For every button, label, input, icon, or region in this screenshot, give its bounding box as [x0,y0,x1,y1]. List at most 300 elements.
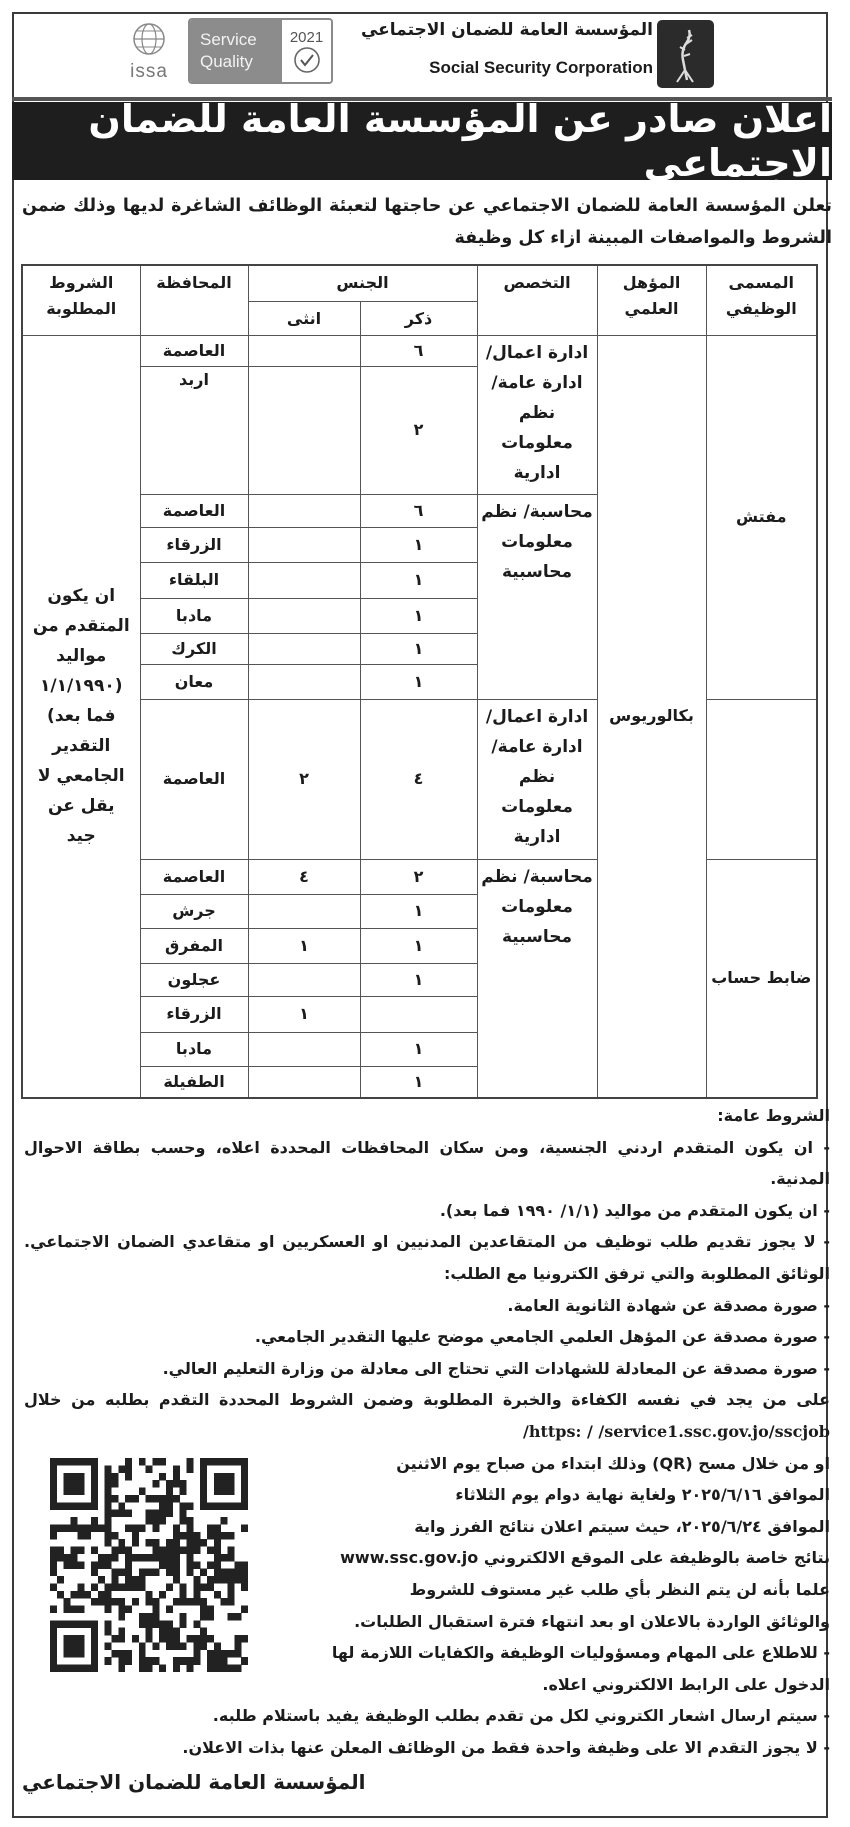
female-count [248,562,360,598]
qr-module [234,1650,241,1658]
qr-module [166,1561,173,1569]
governorate-cell: الزرقاء [140,527,248,562]
qr-module [77,1665,84,1672]
qr-module [132,1576,139,1584]
qr-module [221,1480,228,1488]
qr-module [214,1569,221,1577]
qr-module [166,1635,173,1643]
qr-module [166,1480,173,1488]
qr-module [125,1576,132,1584]
intro-line: تعلن المؤسسة العامة للضمان الاجتماعي عن حاجتها لتعبئة الوظائف الشاغرة لديها وذلك ضمن [22,196,832,216]
qr-module [193,1635,200,1643]
qr-module [228,1488,235,1496]
qr-module [200,1613,207,1621]
qr-module [98,1576,105,1584]
qr-module [50,1569,57,1577]
qr-module [139,1613,146,1621]
qr-module [193,1642,200,1650]
qr-module [118,1606,125,1614]
qr-module [70,1480,77,1488]
condition-line: الشروط عامة: [717,1106,830,1125]
qr-module [152,1480,159,1488]
signature: المؤسسة العامة للضمان الاجتماعي [22,1770,366,1794]
condition-line: الموافق ٢٠٢٥/٦/٢٤، حيث سيتم اعلان نتائج الفرز واية [414,1516,830,1536]
qr-module [105,1606,112,1614]
qr-module [187,1532,194,1540]
header-female: انثى [248,301,360,335]
qr-module [91,1547,98,1555]
qr-module [77,1532,84,1540]
qr-module [173,1524,180,1532]
qr-module [228,1576,235,1584]
qr-module [70,1561,77,1569]
qr-module [91,1642,98,1650]
qr-module [146,1554,153,1562]
title-text: اعلان صادر عن المؤسسة العامة للضمان الاجتماعي [88,97,832,185]
qr-module [180,1591,187,1599]
qr-module [207,1532,214,1540]
qr-module [207,1576,214,1584]
qr-module [228,1598,235,1606]
qr-module [57,1502,64,1510]
qr-module [241,1502,248,1510]
qr-module [187,1539,194,1547]
qr-module [64,1620,71,1628]
qr-module [173,1547,180,1555]
female-count [248,1066,360,1098]
qr-module [159,1473,166,1481]
qr-module [200,1635,207,1643]
job-title-cell: مفتش [706,335,817,699]
qr-module [193,1539,200,1547]
qr-module [64,1665,71,1672]
qr-module [146,1657,153,1665]
qr-module [125,1547,132,1555]
qr-module [139,1569,146,1577]
qr-module [105,1495,112,1503]
intro-line: الشروط والمواصفات المبينة ازاء كل وظيفة [454,228,832,248]
qr-module [234,1576,241,1584]
qr-module [132,1532,139,1540]
qr-module [214,1480,221,1488]
qr-module [152,1613,159,1621]
qr-module [77,1642,84,1650]
qr-module [111,1510,118,1518]
qr-module [91,1657,98,1665]
specialization-cell: ادارة اعمال/ ادارة عامة/نظم معلومات ادارية [477,335,597,494]
qr-module [118,1569,125,1577]
qr-module [200,1628,207,1636]
female-count [248,894,360,928]
qr-module [111,1532,118,1540]
qr-module [228,1650,235,1658]
qr-module [234,1613,241,1621]
qr-module [241,1583,248,1591]
qr-module [207,1635,214,1643]
qr-module [91,1598,98,1606]
qr-module [111,1480,118,1488]
condition-line: نتائج خاصة بالوظيفة على الموقع الالكتروني www.ssc.gov.jo [340,1548,830,1568]
qr-module [91,1495,98,1503]
male-count: ٢ [360,859,477,894]
male-count: ١ [360,598,477,633]
qr-module [111,1598,118,1606]
qr-module [91,1665,98,1672]
qr-module [50,1473,57,1481]
qr-module [159,1554,166,1562]
qr-module [70,1517,77,1525]
qr-module [152,1510,159,1518]
specialization-cell: محاسبة/ نظم معلومات محاسبية [477,859,597,1098]
qr-module [50,1465,57,1473]
qr-module [125,1495,132,1503]
qr-module [228,1569,235,1577]
qr-module [64,1598,71,1606]
qr-module [173,1569,180,1577]
qr-module [70,1554,77,1562]
qr-module [159,1635,166,1643]
qr-module [105,1657,112,1665]
header-job-title: المسمى الوظيفي [706,265,817,335]
qr-code[interactable] [50,1458,248,1672]
qr-module [98,1561,105,1569]
qr-module [214,1576,221,1584]
qr-module [125,1465,132,1473]
qr-module [125,1650,132,1658]
qr-module [241,1495,248,1503]
qr-module [221,1598,228,1606]
qr-module [105,1628,112,1636]
male-count: ١ [360,633,477,664]
qr-module [139,1488,146,1496]
female-count: ١ [248,996,360,1032]
qr-module [200,1598,207,1606]
qr-module [70,1524,77,1532]
qr-module [241,1576,248,1584]
qr-module [193,1650,200,1658]
qr-module [214,1547,221,1555]
qr-module [173,1657,180,1665]
qr-module [91,1517,98,1525]
qr-module [77,1650,84,1658]
female-count [248,598,360,633]
qr-module [159,1620,166,1628]
qr-module [98,1591,105,1599]
qr-module [91,1480,98,1488]
governorate-cell: المفرق [140,928,248,963]
qr-module [118,1650,125,1658]
governorate-cell: البلقاء [140,562,248,598]
male-count: ٦ [360,494,477,527]
qr-module [152,1458,159,1466]
qr-module [84,1620,91,1628]
qr-module [111,1495,118,1503]
qr-module [91,1569,98,1577]
qr-module [228,1480,235,1488]
check-circle-icon [293,46,321,74]
qr-module [146,1517,153,1525]
qr-module [207,1561,214,1569]
qr-module [221,1569,228,1577]
qr-module [91,1488,98,1496]
qr-module [234,1561,241,1569]
governorate-cell: مادبا [140,1032,248,1066]
qr-module [105,1517,112,1525]
qr-module [228,1473,235,1481]
qr-module [118,1583,125,1591]
badge-year: 2021 [289,28,324,46]
male-count: ٤ [360,699,477,859]
qr-module [77,1458,84,1466]
condition-line: - للاطلاع على المهام ومسؤوليات الوظيفة والكفايات اللازمة لها [331,1643,830,1663]
qr-module [214,1532,221,1540]
qr-module [84,1532,91,1540]
header-conditions: الشروط المطلوبة [22,265,140,335]
qr-module [50,1532,57,1540]
qr-module [241,1569,248,1577]
qr-module [118,1665,125,1672]
governorate-cell: العاصمة [140,699,248,859]
qr-module [118,1628,125,1636]
qr-module [50,1488,57,1496]
qr-module [125,1554,132,1562]
qr-module [50,1583,57,1591]
qr-module [200,1465,207,1473]
qr-module [200,1606,207,1614]
qr-module [214,1488,221,1496]
qr-module [241,1561,248,1569]
condition-line: علما بأنه لن يتم النظر بأي طلب غير مستوف للشروط [409,1580,830,1599]
qr-module [173,1598,180,1606]
header-gender: الجنس [248,265,477,301]
qr-module [180,1510,187,1518]
female-count [248,527,360,562]
qr-module [70,1665,77,1672]
qr-module [207,1458,214,1466]
qr-module [77,1583,84,1591]
female-count [248,494,360,527]
qr-module [173,1561,180,1569]
qr-module [152,1547,159,1555]
female-count: ٤ [248,859,360,894]
qr-module [111,1554,118,1562]
qr-module [64,1635,71,1643]
qr-module [57,1458,64,1466]
qr-module [70,1650,77,1658]
qr-module [200,1539,207,1547]
qr-module [228,1502,235,1510]
qr-module [125,1458,132,1466]
qr-module [200,1488,207,1496]
qr-module [132,1495,139,1503]
qr-module [50,1547,57,1555]
qr-module [221,1502,228,1510]
ssc-logo-icon [657,20,714,88]
qr-module [91,1524,98,1532]
qr-module [207,1606,214,1614]
qr-module [146,1495,153,1503]
qr-module [139,1458,146,1466]
qr-module [64,1473,71,1481]
qr-module [180,1502,187,1510]
qr-module [173,1480,180,1488]
badge-line1: Service [200,30,257,49]
qr-module [118,1465,125,1473]
qr-module [105,1583,112,1591]
male-count: ١ [360,1066,477,1098]
qr-module [234,1665,241,1672]
qr-module [187,1554,194,1562]
condition-line: - صورة مصدقة عن شهادة الثانوية العامة. [507,1295,830,1315]
qr-module [193,1547,200,1555]
qr-module [180,1480,187,1488]
qr-module [187,1524,194,1532]
male-count: ٦ [360,335,477,366]
male-count: ١ [360,928,477,963]
qr-module [146,1539,153,1547]
application-link[interactable]: /https: / /service1.ssc.gov.jo/sscjob [523,1422,830,1441]
qr-module [180,1598,187,1606]
qr-module [214,1591,221,1599]
qr-module [91,1473,98,1481]
condition-line: الموافق ٢٠٢٥/٦/١٦ ولغاية نهاية دوام يوم الثلاثاء [455,1485,830,1505]
qr-module [50,1635,57,1643]
qr-module [193,1561,200,1569]
qr-module [77,1591,84,1599]
governorate-cell: العاصمة [140,335,248,366]
qr-module [200,1458,207,1466]
qr-module [193,1583,200,1591]
qr-module [214,1458,221,1466]
qr-module [166,1547,173,1555]
qr-module [214,1554,221,1562]
qr-module [118,1502,125,1510]
qr-module [207,1547,214,1555]
qr-module [159,1665,166,1672]
qr-module [84,1502,91,1510]
condition-line: - صورة مصدقة عن المؤهل العلمي الجامعي موضح عليها التقدير الجامعي. [254,1327,830,1347]
service-quality-badge [188,18,333,84]
qr-module [234,1458,241,1466]
qr-module [173,1465,180,1473]
qr-module [228,1665,235,1672]
qr-module [118,1510,125,1518]
qr-module [98,1598,105,1606]
qr-module [187,1657,194,1665]
org-name-arabic: المؤسسة العامة للضمان الاجتماعي [360,20,653,40]
qr-module [180,1583,187,1591]
qr-module [207,1502,214,1510]
qr-module [146,1613,153,1621]
qr-module [64,1554,71,1562]
qr-module [166,1488,173,1496]
qr-module [193,1576,200,1584]
intro-paragraph [22,190,832,254]
qr-module [187,1517,194,1525]
male-count: ١ [360,894,477,928]
qr-module [91,1561,98,1569]
qr-module [207,1524,214,1532]
qr-module [125,1606,132,1614]
qr-module [77,1561,84,1569]
issa-label: issa [130,61,168,82]
qr-module [146,1591,153,1599]
qr-module [228,1591,235,1599]
qr-module [166,1502,173,1510]
condition-line: - سيتم ارسال اشعار الكتروني لكل من تقدم بطلب الوظيفة يفيد باستلام طلبه. [212,1706,830,1726]
specialization-cell: ادارة اعمال/ ادارة عامة/نظم معلومات ادارية [477,699,597,859]
qr-module [180,1642,187,1650]
qr-module [214,1642,221,1650]
qr-module [221,1554,228,1562]
qr-module [207,1583,214,1591]
governorate-cell: معان [140,664,248,699]
qr-module [50,1458,57,1466]
qr-module [180,1517,187,1525]
qr-module [187,1665,194,1672]
qr-module [221,1576,228,1584]
qr-module [173,1495,180,1503]
qr-module [159,1517,166,1525]
qr-module [152,1524,159,1532]
condition-line: - ان يكون المتقدم اردني الجنسية، ومن سكان المحافظات المحددة اعلاه، وحسب بطاقة الاحوال [24,1137,830,1157]
qr-module [180,1547,187,1555]
qr-module [57,1524,64,1532]
condition-line: - لا يجوز التقدم الا على وظيفة واحدة فقط من الوظائف المعلن عنها بذات الاعلان. [182,1738,830,1757]
qr-module [57,1665,64,1672]
qr-module [180,1620,187,1628]
qr-module [146,1635,153,1643]
qr-module [70,1642,77,1650]
qr-module [139,1650,146,1658]
qr-module [125,1657,132,1665]
qr-module [193,1532,200,1540]
qr-module [105,1465,112,1473]
qr-module [64,1561,71,1569]
specialization-cell: محاسبة/ نظم معلومات محاسبية [477,494,597,699]
qr-module [146,1569,153,1577]
qr-module [91,1635,98,1643]
condition-line: والوثائق الواردة بالاعلان او بعد انتهاء فترة استقبال الطلبات. [354,1611,830,1631]
qr-module [234,1635,241,1643]
qr-module [200,1473,207,1481]
issa-globe-icon [129,20,169,58]
qr-module [234,1569,241,1577]
qr-module [50,1650,57,1658]
qr-module [118,1598,125,1606]
qr-module [84,1665,91,1672]
qr-module [105,1591,112,1599]
qr-module [200,1583,207,1591]
qr-module [241,1458,248,1466]
qr-module [57,1620,64,1628]
qr-module [50,1480,57,1488]
qr-module [111,1583,118,1591]
governorate-cell: العاصمة [140,494,248,527]
condition-line: المدنية. [770,1169,830,1189]
qr-module [159,1495,166,1503]
header-governorate: المحافظة [140,265,248,335]
qr-module [241,1488,248,1496]
male-count: ١ [360,963,477,996]
female-count [248,335,360,366]
qr-module [173,1628,180,1636]
female-count: ١ [248,928,360,963]
male-count: ٢ [360,366,477,494]
qr-module [64,1524,71,1532]
qr-module [146,1665,153,1672]
qr-module [228,1583,235,1591]
